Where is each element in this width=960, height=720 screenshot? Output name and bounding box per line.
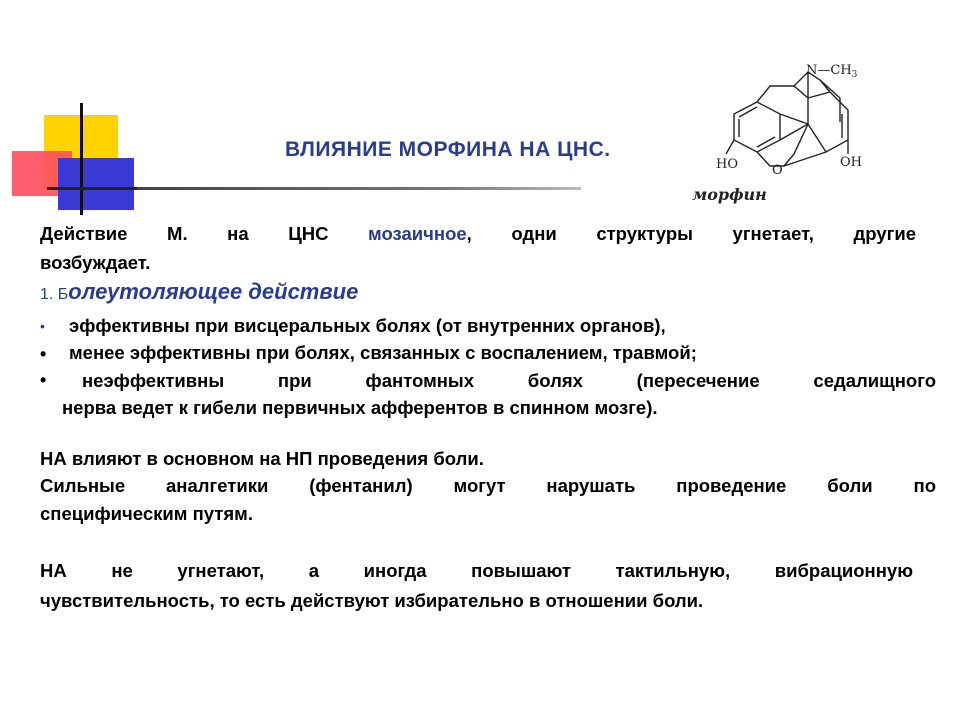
bullet-item-1: эффективны при висцеральных болях (от внутренних органов), bbox=[69, 315, 666, 336]
paragraph-4-line-1: НА не угнетают, а иногда повышают тактильную, вибрационную bbox=[40, 560, 913, 581]
molecule-caption: морфин bbox=[692, 185, 767, 204]
o-label: O bbox=[772, 163, 783, 178]
paragraph-4-line-2: чувствительность, то есть действуют избирательно в отношении боли. bbox=[40, 590, 704, 611]
intro-line-1: Действие М. на ЦНС мозаичное, одни структуры угнетает, другие bbox=[40, 223, 916, 244]
morphine-structure-diagram bbox=[690, 62, 920, 212]
bullet-item-3-line-2: нерва ведет к гибели первичных афферентов в спинном мозге). bbox=[62, 397, 658, 418]
section-number: 1. Б bbox=[40, 286, 69, 303]
ho-label: HO bbox=[716, 157, 738, 172]
bullet-marker-3: • bbox=[40, 370, 47, 390]
aromatic-ring bbox=[734, 102, 780, 152]
decor-vertical-line bbox=[80, 103, 83, 215]
paragraph-3-line-2: специфическим путям. bbox=[40, 503, 253, 524]
section-heading bbox=[40, 279, 358, 305]
bullet-marker-2: • bbox=[40, 344, 47, 364]
slide-title: ВЛИЯНИЕ МОРФИНА НА ЦНС. bbox=[285, 138, 611, 161]
oh-label: OH bbox=[840, 155, 862, 170]
n-ch3-label: $N—CH_3$ bbox=[806, 63, 858, 80]
title-underline bbox=[137, 187, 581, 190]
bullet-marker-1: • bbox=[40, 318, 45, 334]
decor-horizontal-line-left bbox=[47, 187, 137, 190]
section-heading-text: олеутоляющее действие bbox=[68, 279, 359, 304]
intro-highlight: мозаичное bbox=[368, 223, 467, 244]
paragraph-2: НА влияют в основном на НП проведения боли. bbox=[40, 448, 484, 469]
bullet-item-2: менее эффективны при болях, связанных с воспалением, травмой; bbox=[69, 342, 697, 363]
bullet-item-3-line-1: неэффективны при фантомных болях (пересечение седалищного bbox=[82, 370, 936, 391]
paragraph-3-line-1: Сильные аналгетики (фентанил) могут нарушать проведение боли по bbox=[40, 475, 936, 496]
intro-line-2: возбуждает. bbox=[40, 252, 151, 273]
decor-blue-square bbox=[58, 158, 134, 210]
